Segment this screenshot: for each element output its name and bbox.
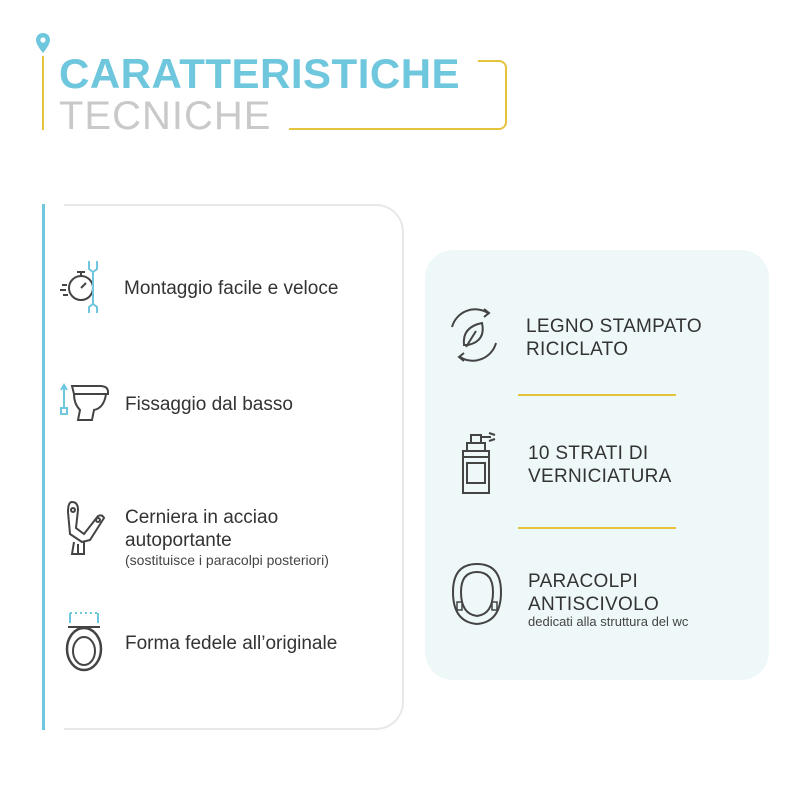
- spray-can-icon: [455, 433, 501, 502]
- feature-label: Fissaggio dal basso: [125, 394, 293, 415]
- toilet-bottom-fix-icon: [60, 380, 112, 431]
- feature-title-line1: LEGNO STAMPATO: [526, 316, 702, 337]
- page-subtitle: TECNICHE: [59, 94, 272, 138]
- header-accent-line: [42, 56, 44, 130]
- feature-sublabel: (sostituisce i paracolpi posteriori): [125, 552, 329, 568]
- feature-title-line1: 10 STRATI DI: [528, 443, 649, 464]
- feature-title-line2: VERNICIATURA: [528, 466, 672, 487]
- feature-label: Cerniera in acciao: [125, 507, 279, 528]
- feature-title-line2: RICICLATO: [526, 339, 629, 360]
- stopwatch-wrench-icon: [60, 257, 110, 322]
- feature-sublabel: dedicati alla struttura del wc: [528, 614, 689, 629]
- page-title: CARATTERISTICHE: [59, 50, 461, 97]
- divider: [518, 394, 676, 396]
- divider: [518, 527, 676, 529]
- feature-label: Forma fedele all’originale: [125, 633, 338, 654]
- feature-title-line1: PARACOLPI: [528, 571, 639, 592]
- feature-label-line2: autoportante: [125, 530, 232, 551]
- feature-label: Montaggio facile e veloce: [124, 278, 339, 299]
- feature-title-line2: ANTISCIVOLO: [528, 594, 660, 615]
- toilet-seat-icon: [62, 611, 106, 678]
- recycle-leaf-icon: [444, 305, 504, 370]
- hinge-icon: [62, 498, 106, 565]
- seat-bumpers-icon: [451, 562, 503, 631]
- left-card-accent: [42, 204, 45, 730]
- location-pin-icon: [36, 33, 50, 58]
